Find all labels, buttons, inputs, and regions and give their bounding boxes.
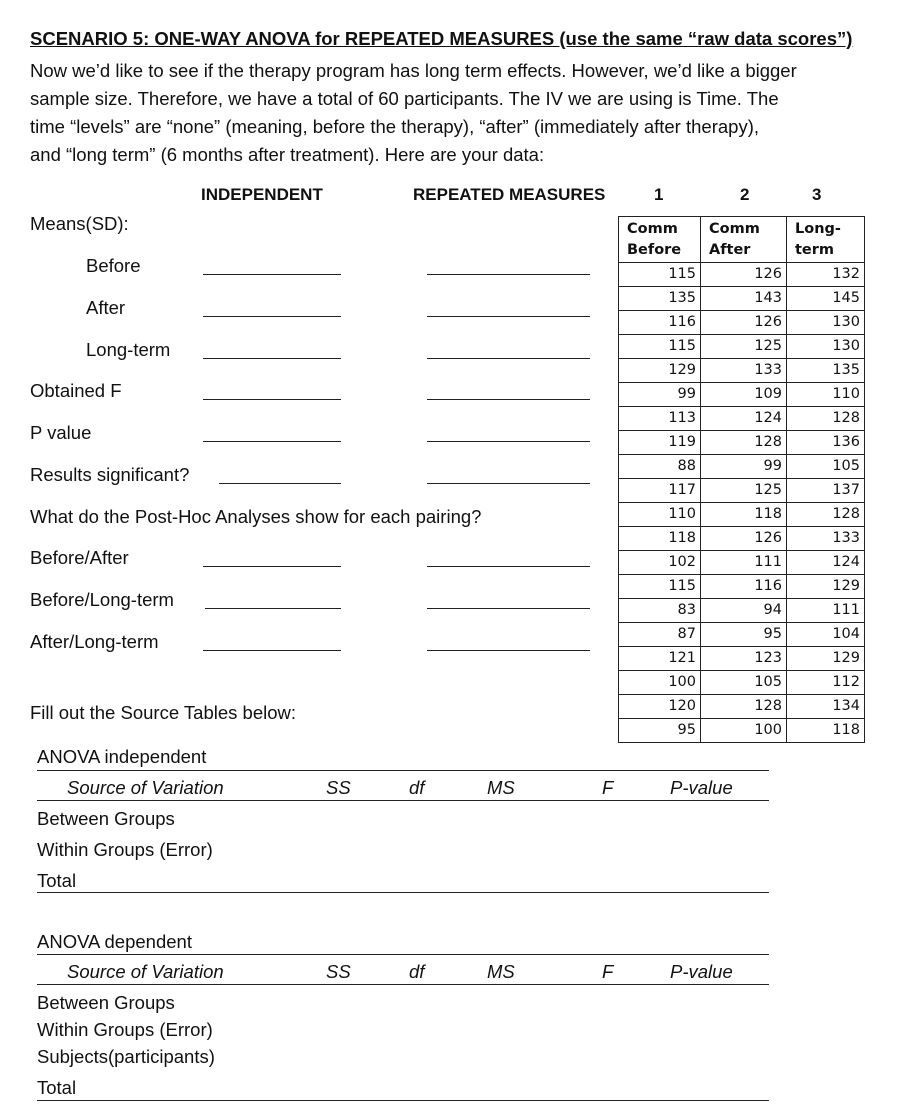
cell-after: 105: [701, 671, 787, 695]
anova-ind-col-df: df: [409, 777, 425, 798]
cell-before: 95: [619, 719, 701, 743]
table-row: [619, 719, 865, 743]
before-after-independent-blank[interactable]: [203, 566, 341, 567]
table-row: [619, 695, 865, 719]
obtained-f-independent-blank[interactable]: [203, 399, 341, 400]
anova-dep-row-between: Between Groups: [37, 992, 175, 1013]
cell-after: 128: [701, 695, 787, 719]
significant-independent-blank[interactable]: [219, 483, 341, 484]
anova-ind-col-source: Source of Variation: [67, 777, 224, 798]
before-longterm-label: Before/Long-term: [30, 589, 174, 610]
anova-dependent-title: ANOVA dependent: [37, 931, 192, 952]
table-row: [619, 287, 865, 311]
data-table-header-row: [619, 217, 865, 263]
fill-out-label: Fill out the Source Tables below:: [30, 702, 297, 723]
cell-long-term: 105: [787, 455, 865, 479]
column-number-3: 3: [812, 185, 822, 204]
column-number-2: 2: [740, 185, 750, 204]
header-comm-after-line1: Comm: [709, 220, 760, 237]
header-long-term: [787, 217, 865, 263]
cell-after: 95: [701, 623, 787, 647]
cell-long-term: 118: [787, 719, 865, 743]
cell-long-term: 130: [787, 311, 865, 335]
anova-dependent-header-rule: [37, 984, 769, 985]
anova-ind-col-ms: MS: [487, 777, 515, 798]
before-independent-blank[interactable]: [203, 274, 341, 275]
table-row: [619, 263, 865, 287]
cell-after: 123: [701, 647, 787, 671]
anova-ind-col-pvalue: P-value: [670, 777, 733, 798]
table-row: [619, 335, 865, 359]
raw-data-table: [618, 216, 865, 743]
table-row: [619, 311, 865, 335]
cell-after: 133: [701, 359, 787, 383]
long-term-independent-blank[interactable]: [203, 358, 341, 359]
header-comm-after-line2: After: [709, 241, 751, 258]
table-row: [619, 455, 865, 479]
before-after-repeated-blank[interactable]: [427, 566, 590, 567]
table-row: [619, 647, 865, 671]
cell-before: 118: [619, 527, 701, 551]
anova-dep-col-f: F: [602, 961, 614, 982]
cell-before: 113: [619, 407, 701, 431]
anova-independent-bottom-rule: [37, 892, 769, 893]
data-table-body: [619, 263, 865, 743]
anova-ind-row-between: Between Groups: [37, 808, 175, 829]
cell-before: 83: [619, 599, 701, 623]
cell-after: 143: [701, 287, 787, 311]
table-row: [619, 359, 865, 383]
anova-dep-col-pvalue: P-value: [670, 961, 733, 982]
anova-independent-top-rule: [37, 770, 769, 771]
anova-ind-col-f: F: [602, 777, 614, 798]
after-independent-blank[interactable]: [203, 316, 341, 317]
table-row: [619, 551, 865, 575]
cell-before: 116: [619, 311, 701, 335]
cell-long-term: 128: [787, 407, 865, 431]
cell-after: 126: [701, 263, 787, 287]
table-row: [619, 383, 865, 407]
cell-before: 100: [619, 671, 701, 695]
header-comm-before-line1: Comm: [627, 220, 678, 237]
cell-after: 126: [701, 527, 787, 551]
p-value-independent-blank[interactable]: [203, 441, 341, 442]
cell-after: 124: [701, 407, 787, 431]
cell-before: 87: [619, 623, 701, 647]
table-row: [619, 575, 865, 599]
table-row: [619, 671, 865, 695]
obtained-f-label: Obtained F: [30, 380, 122, 401]
cell-before: 102: [619, 551, 701, 575]
header-comm-after: [701, 217, 787, 263]
cell-long-term: 136: [787, 431, 865, 455]
cell-before: 99: [619, 383, 701, 407]
intro-line-4: and “long term” (6 months after treatment). Here are your data:: [30, 144, 545, 165]
after-longterm-independent-blank[interactable]: [203, 650, 341, 651]
cell-long-term: 112: [787, 671, 865, 695]
cell-before: 119: [619, 431, 701, 455]
table-row: [619, 479, 865, 503]
cell-before: 117: [619, 479, 701, 503]
cell-after: 99: [701, 455, 787, 479]
cell-long-term: 145: [787, 287, 865, 311]
cell-long-term: 130: [787, 335, 865, 359]
cell-after: 100: [701, 719, 787, 743]
intro-line-1: Now we’d like to see if the therapy program has long term effects. However, we’d like a bigger: [30, 60, 797, 81]
before-longterm-independent-blank[interactable]: [205, 608, 341, 609]
before-label: Before: [86, 255, 141, 276]
cell-long-term: 124: [787, 551, 865, 575]
p-value-label: P value: [30, 422, 92, 443]
after-longterm-repeated-blank[interactable]: [427, 650, 590, 651]
after-label: After: [86, 297, 126, 318]
table-row: [619, 623, 865, 647]
anova-dep-col-source: Source of Variation: [67, 961, 224, 982]
p-value-repeated-blank[interactable]: [427, 441, 590, 442]
posthoc-question: What do the Post-Hoc Analyses show for each pairing?: [30, 506, 482, 527]
cell-after: 125: [701, 479, 787, 503]
cell-long-term: 132: [787, 263, 865, 287]
cell-before: 115: [619, 263, 701, 287]
cell-long-term: 133: [787, 527, 865, 551]
before-longterm-repeated-blank[interactable]: [427, 608, 590, 609]
cell-long-term: 137: [787, 479, 865, 503]
cell-long-term: 128: [787, 503, 865, 527]
header-comm-before: [619, 217, 701, 263]
header-comm-before-line2: Before: [627, 241, 682, 258]
cell-after: 94: [701, 599, 787, 623]
header-long-term-line1: Long-: [795, 220, 841, 237]
long-term-repeated-blank[interactable]: [427, 358, 590, 359]
anova-dep-col-ms: MS: [487, 961, 515, 982]
anova-dep-col-df: df: [409, 961, 425, 982]
cell-after: 118: [701, 503, 787, 527]
means-label: Means(SD):: [30, 213, 129, 234]
cell-long-term: 129: [787, 575, 865, 599]
before-after-label: Before/After: [30, 547, 129, 568]
anova-dependent-bottom-rule: [37, 1100, 769, 1101]
anova-dep-col-ss: SS: [326, 961, 351, 982]
intro-line-3: time “levels” are “none” (meaning, before the therapy), “after” (immediately after therapy),: [30, 116, 759, 137]
cell-before: 110: [619, 503, 701, 527]
cell-long-term: 135: [787, 359, 865, 383]
anova-dep-row-subjects: Subjects(participants): [37, 1046, 215, 1067]
after-longterm-label: After/Long-term: [30, 631, 159, 652]
anova-ind-row-within: Within Groups (Error): [37, 839, 213, 860]
repeated-measures-header: REPEATED MEASURES: [413, 185, 606, 204]
cell-long-term: 129: [787, 647, 865, 671]
anova-ind-row-total: Total: [37, 870, 77, 891]
significant-label: Results significant?: [30, 464, 190, 485]
cell-after: 128: [701, 431, 787, 455]
before-repeated-blank[interactable]: [427, 274, 590, 275]
scenario-title: SCENARIO 5: ONE-WAY ANOVA for REPEATED MEASURES (use the same “raw data scores”): [30, 28, 853, 49]
cell-after: 125: [701, 335, 787, 359]
cell-long-term: 104: [787, 623, 865, 647]
cell-before: 120: [619, 695, 701, 719]
table-row: [619, 407, 865, 431]
header-long-term-line2: term: [795, 241, 835, 258]
cell-before: 88: [619, 455, 701, 479]
anova-dep-row-within: Within Groups (Error): [37, 1019, 213, 1040]
cell-before: 115: [619, 575, 701, 599]
column-number-1: 1: [654, 185, 664, 204]
anova-ind-col-ss: SS: [326, 777, 351, 798]
anova-independent-title: ANOVA independent: [37, 746, 207, 767]
obtained-f-repeated-blank[interactable]: [427, 399, 590, 400]
after-repeated-blank[interactable]: [427, 316, 590, 317]
cell-after: 109: [701, 383, 787, 407]
cell-long-term: 134: [787, 695, 865, 719]
cell-before: 115: [619, 335, 701, 359]
independent-header: INDEPENDENT: [201, 185, 323, 204]
table-row: [619, 431, 865, 455]
cell-after: 111: [701, 551, 787, 575]
anova-dependent-top-rule: [37, 954, 769, 955]
cell-before: 135: [619, 287, 701, 311]
cell-before: 121: [619, 647, 701, 671]
intro-line-2: sample size. Therefore, we have a total of 60 participants. The IV we are using is Time. The: [30, 88, 779, 109]
table-row: [619, 527, 865, 551]
table-row: [619, 503, 865, 527]
anova-dep-row-total: Total: [37, 1077, 77, 1098]
cell-before: 129: [619, 359, 701, 383]
table-row: [619, 599, 865, 623]
cell-after: 116: [701, 575, 787, 599]
cell-after: 126: [701, 311, 787, 335]
long-term-label: Long-term: [86, 339, 171, 360]
significant-repeated-blank[interactable]: [427, 483, 590, 484]
cell-long-term: 110: [787, 383, 865, 407]
cell-long-term: 111: [787, 599, 865, 623]
anova-independent-header-rule: [37, 800, 769, 801]
